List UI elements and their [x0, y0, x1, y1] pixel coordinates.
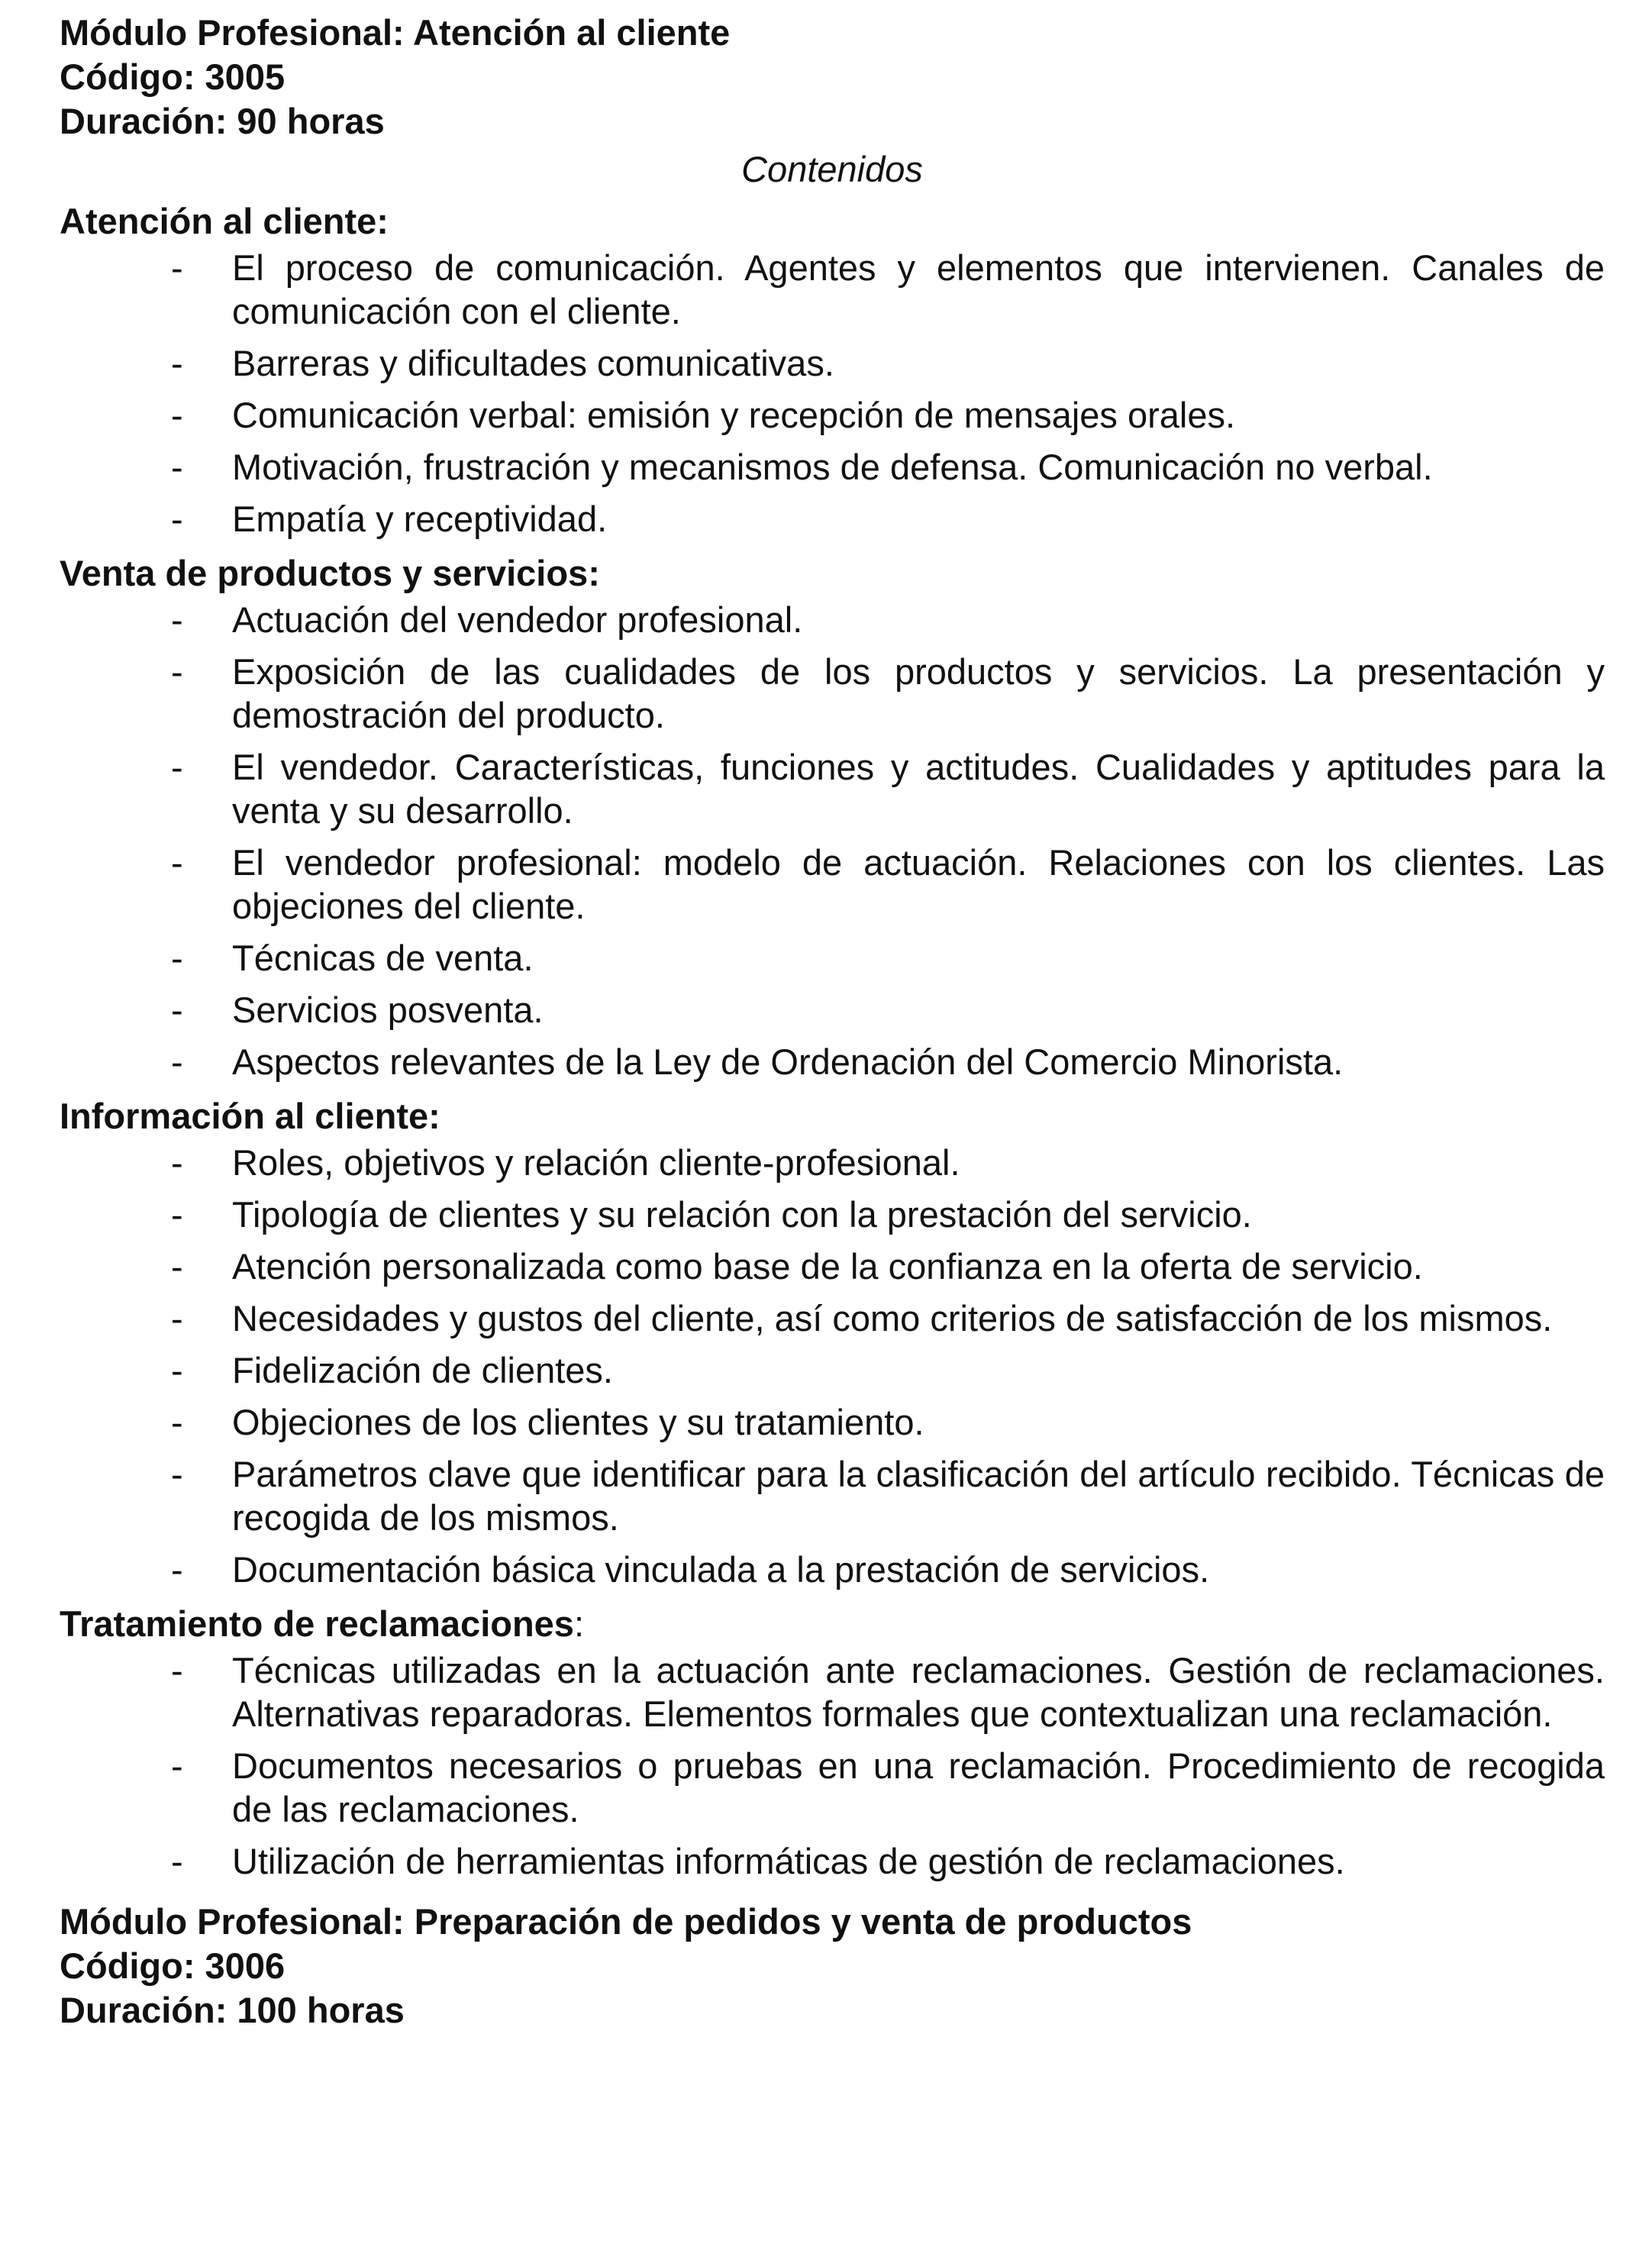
bullet-dash: -	[171, 499, 183, 539]
bullet-dash: -	[171, 395, 183, 435]
module-duration: Duración: 100 horas	[60, 1990, 405, 2030]
section-tratamiento-reclamaciones	[60, 1600, 1605, 1883]
list-item	[60, 1245, 1605, 1288]
list-item-text: Objeciones de los clientes y su tratamiento.	[232, 1402, 924, 1442]
bullet-dash: -	[171, 747, 183, 787]
list-item	[60, 1839, 1605, 1883]
list-item-text: Tipología de clientes y su relación con la prestación del servicio.	[232, 1194, 1252, 1235]
list-item-text: El proceso de comunicación. Agentes y elementos que intervienen. Canales de comunicación con el cliente.	[232, 247, 1605, 331]
list-item	[60, 936, 1605, 980]
list-item-text: Servicios posventa.	[232, 990, 544, 1030]
list-item	[60, 1648, 1605, 1736]
contents-heading: Contenidos	[741, 149, 923, 189]
section-atencion-cliente	[60, 197, 1605, 541]
list-item	[60, 393, 1605, 437]
bullet-dash: -	[171, 990, 183, 1030]
list-item-text: Documentación básica vinculada a la prestación de servicios.	[232, 1549, 1210, 1590]
section-title-colon: :	[573, 1603, 585, 1644]
list-item	[60, 1193, 1605, 1236]
bullet-dash: -	[171, 1402, 183, 1442]
bullet-dash: -	[171, 1298, 183, 1338]
section-venta-productos	[60, 549, 1605, 1083]
section-title: Información al cliente:	[60, 1096, 440, 1136]
section-informacion-cliente	[60, 1092, 1605, 1591]
module-duration: Duración: 90 horas	[60, 101, 385, 141]
module-code: Código: 3005	[60, 57, 286, 97]
bullet-dash: -	[171, 1650, 183, 1690]
module-header	[60, 11, 1605, 144]
list-item-text: Exposición de las cualidades de los productos y servicios. La presentación y demostración del producto.	[232, 651, 1605, 735]
item-list	[60, 246, 1605, 541]
list-item	[60, 1348, 1605, 1392]
bullet-dash: -	[171, 1745, 183, 1786]
module-code: Código: 3006	[60, 1945, 286, 1986]
list-item-text: Atención personalizada como base de la confianza en la oferta de servicio.	[232, 1246, 1423, 1287]
list-item-text: Necesidades y gustos del cliente, así como criterios de satisfacción de los mismos.	[232, 1298, 1553, 1338]
list-item-text: Técnicas de venta.	[232, 938, 534, 978]
list-item-text: Roles, objetivos y relación cliente-profesional.	[232, 1142, 960, 1183]
list-item	[60, 841, 1605, 928]
list-item-text: Comunicación verbal: emisión y recepción de mensajes orales.	[232, 395, 1236, 435]
list-item	[60, 745, 1605, 832]
bullet-dash: -	[171, 1142, 183, 1183]
list-item	[60, 445, 1605, 489]
list-item	[60, 246, 1605, 333]
module-header-next	[60, 1900, 1605, 2033]
module-title: Módulo Profesional: Preparación de pedidos y venta de productos	[60, 1901, 1192, 1942]
bullet-dash: -	[171, 599, 183, 640]
list-item	[60, 497, 1605, 541]
section-title-text: Tratamiento de reclamaciones	[60, 1603, 574, 1644]
bullet-dash: -	[171, 938, 183, 978]
bullet-dash: -	[171, 1350, 183, 1390]
list-item-text: Barreras y dificultades comunicativas.	[232, 343, 834, 383]
list-item-text: Fidelización de clientes.	[232, 1350, 613, 1390]
list-item	[60, 1400, 1605, 1444]
list-item-text: El vendedor. Características, funciones y actitudes. Cualidades y aptitudes para la venta y su desarrollo.	[232, 747, 1605, 831]
list-item	[60, 988, 1605, 1032]
section-title: Venta de productos y servicios:	[60, 553, 600, 593]
list-item-text: Empatía y receptividad.	[232, 499, 608, 539]
bullet-dash: -	[171, 247, 183, 288]
item-list	[60, 1141, 1605, 1591]
list-item	[60, 650, 1605, 737]
list-item	[60, 1141, 1605, 1184]
bullet-dash: -	[171, 1549, 183, 1590]
item-list	[60, 598, 1605, 1083]
document-page	[60, 11, 1605, 2033]
list-item	[60, 1548, 1605, 1591]
module-title: Módulo Profesional: Atención al cliente	[60, 12, 731, 53]
bullet-dash: -	[171, 1454, 183, 1494]
bullet-dash: -	[171, 651, 183, 692]
list-item-text: Actuación del vendedor profesional.	[232, 599, 803, 640]
list-item-text: El vendedor profesional: modelo de actuación. Relaciones con los clientes. Las objeciones del cliente.	[232, 842, 1605, 926]
bullet-dash: -	[171, 842, 183, 883]
section-title	[60, 1600, 1605, 1648]
bullet-dash: -	[171, 343, 183, 383]
list-item	[60, 341, 1605, 385]
bullet-dash: -	[171, 1194, 183, 1235]
list-item-text: Motivación, frustración y mecanismos de defensa. Comunicación no verbal.	[232, 447, 1433, 487]
list-item-text: Utilización de herramientas informáticas de gestión de reclamaciones.	[232, 1841, 1345, 1881]
bullet-dash: -	[171, 1041, 183, 1082]
list-item	[60, 598, 1605, 641]
list-item-text: Documentos necesarios o pruebas en una reclamación. Procedimiento de recogida de las reclamaciones.	[232, 1745, 1605, 1829]
item-list	[60, 1648, 1605, 1883]
list-item	[60, 1452, 1605, 1539]
section-title: Atención al cliente:	[60, 201, 389, 241]
list-item	[60, 1744, 1605, 1831]
bullet-dash: -	[171, 447, 183, 487]
list-item-text: Parámetros clave que identificar para la clasificación del artículo recibido. Técnicas de recogida de los mismos.	[232, 1454, 1605, 1538]
bullet-dash: -	[171, 1841, 183, 1881]
list-item	[60, 1296, 1605, 1340]
bullet-dash: -	[171, 1246, 183, 1287]
list-item-text: Técnicas utilizadas en la actuación ante reclamaciones. Gestión de reclamaciones. Alternativas reparadoras. Elementos formales que contextualizan una reclamación.	[232, 1650, 1605, 1734]
list-item-text: Aspectos relevantes de la Ley de Ordenación del Comercio Minorista.	[232, 1041, 1344, 1082]
list-item	[60, 1040, 1605, 1083]
